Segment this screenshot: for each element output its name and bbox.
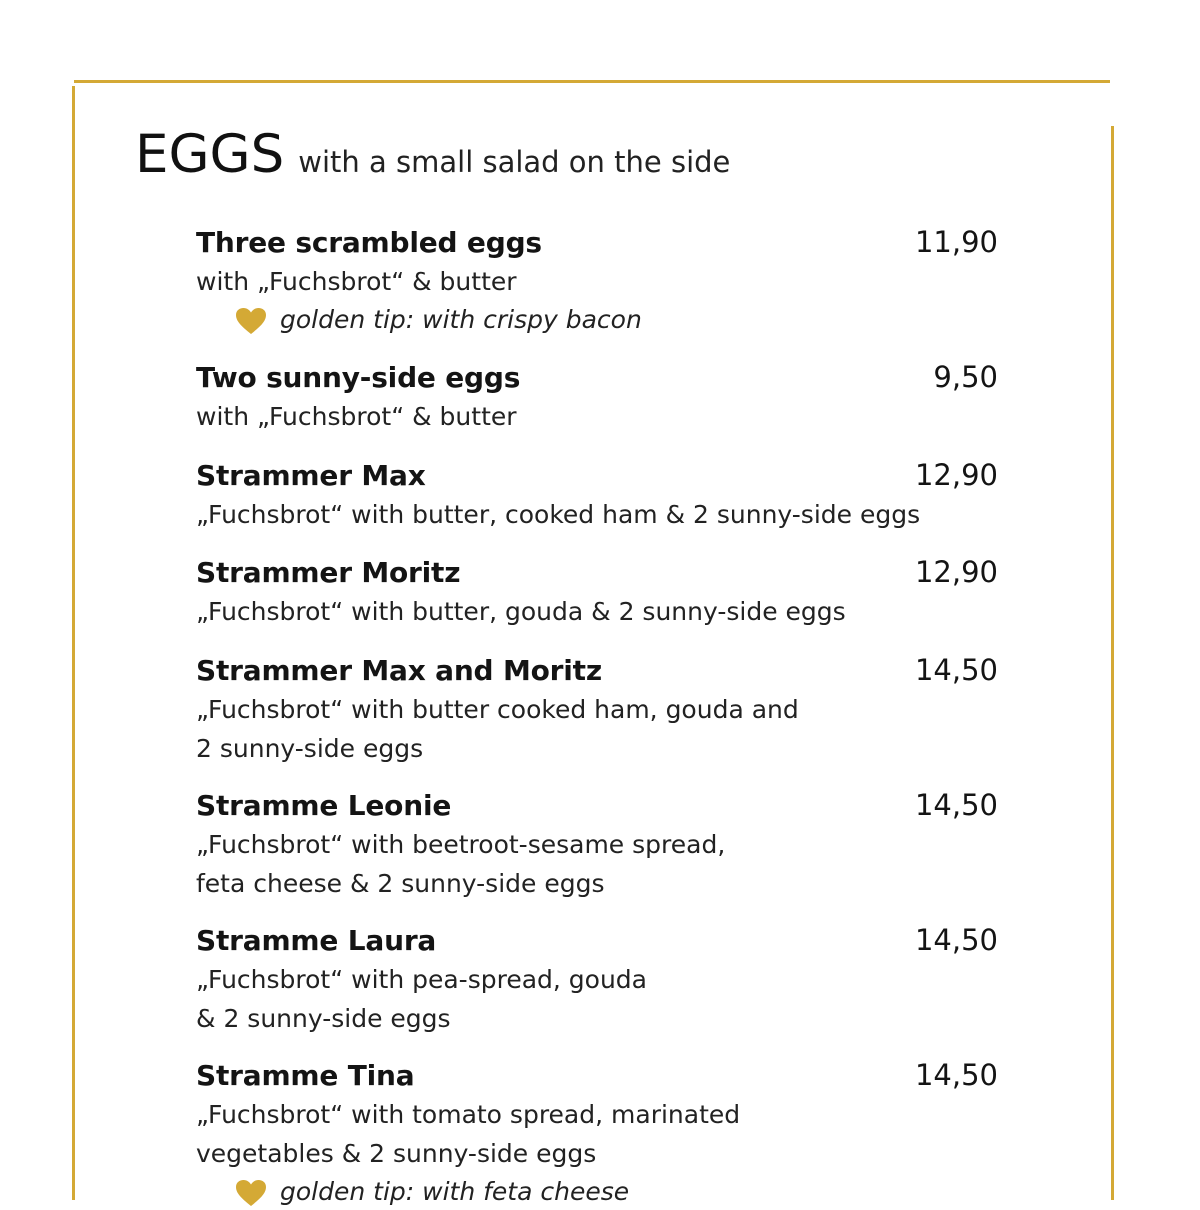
item-price: 12,90 [914, 555, 998, 589]
golden-tip-text: golden tip: with crispy bacon [280, 305, 642, 334]
item-price: 9,50 [933, 360, 998, 394]
item-name: Three scrambled eggs [196, 226, 542, 259]
menu-item-strammer-max [196, 456, 1006, 534]
item-price: 12,90 [914, 458, 998, 492]
item-price: 14,50 [914, 788, 998, 822]
menu-item-two-sunny-side-eggs [196, 358, 1006, 436]
item-price: 14,50 [914, 653, 998, 687]
item-name: Two sunny-side eggs [196, 361, 521, 394]
item-description: „Fuchsbrot“ with butter, gouda & 2 sunny-side eggs [196, 597, 846, 626]
item-description: 2 sunny-side eggs [196, 734, 424, 763]
menu-item-three-scrambled-eggs [196, 223, 1006, 338]
item-price: 11,90 [914, 225, 998, 259]
golden-tip [196, 301, 1006, 338]
item-description: with „Fuchsbrot“ & butter [196, 402, 517, 431]
item-description: & 2 sunny-side eggs [196, 1004, 451, 1033]
item-description: „Fuchsbrot“ with tomato spread, marinated [196, 1100, 741, 1129]
item-price: 14,50 [914, 923, 998, 957]
item-name: Stramme Leonie [196, 789, 452, 822]
item-description: feta cheese & 2 sunny-side eggs [196, 869, 605, 898]
item-name: Stramme Tina [196, 1059, 415, 1092]
item-description: vegetables & 2 sunny-side eggs [196, 1139, 597, 1168]
item-name: Strammer Max and Moritz [196, 654, 602, 687]
menu-item-stramme-leonie [196, 786, 1006, 903]
frame-right-border [1111, 126, 1114, 1200]
item-name: Stramme Laura [196, 924, 437, 957]
golden-tip [196, 1173, 1006, 1210]
heart-icon [232, 307, 270, 335]
golden-tip-text: golden tip: with feta cheese [280, 1177, 630, 1206]
item-name: Strammer Moritz [196, 556, 461, 589]
item-description: „Fuchsbrot“ with beetroot-sesame spread, [196, 830, 726, 859]
menu-subtitle: with a small salad on the side [298, 145, 731, 179]
frame-top-border [74, 80, 1110, 83]
heart-icon [232, 1179, 270, 1207]
menu-title: EGGS [135, 124, 285, 185]
menu-item-strammer-max-and-moritz [196, 651, 1006, 768]
item-description: „Fuchsbrot“ with butter, cooked ham & 2 sunny-side eggs [196, 500, 921, 529]
item-name: Strammer Max [196, 459, 426, 492]
menu-item-stramme-laura [196, 921, 1006, 1038]
item-description: „Fuchsbrot“ with butter cooked ham, gouda and [196, 695, 799, 724]
menu-item-strammer-moritz [196, 553, 1006, 631]
frame-left-border [72, 86, 75, 1200]
menu-item-stramme-tina [196, 1056, 1006, 1210]
item-price: 14,50 [914, 1058, 998, 1092]
menu-heading [135, 124, 730, 185]
item-description: „Fuchsbrot“ with pea-spread, gouda [196, 965, 647, 994]
item-description: with „Fuchsbrot“ & butter [196, 267, 517, 296]
